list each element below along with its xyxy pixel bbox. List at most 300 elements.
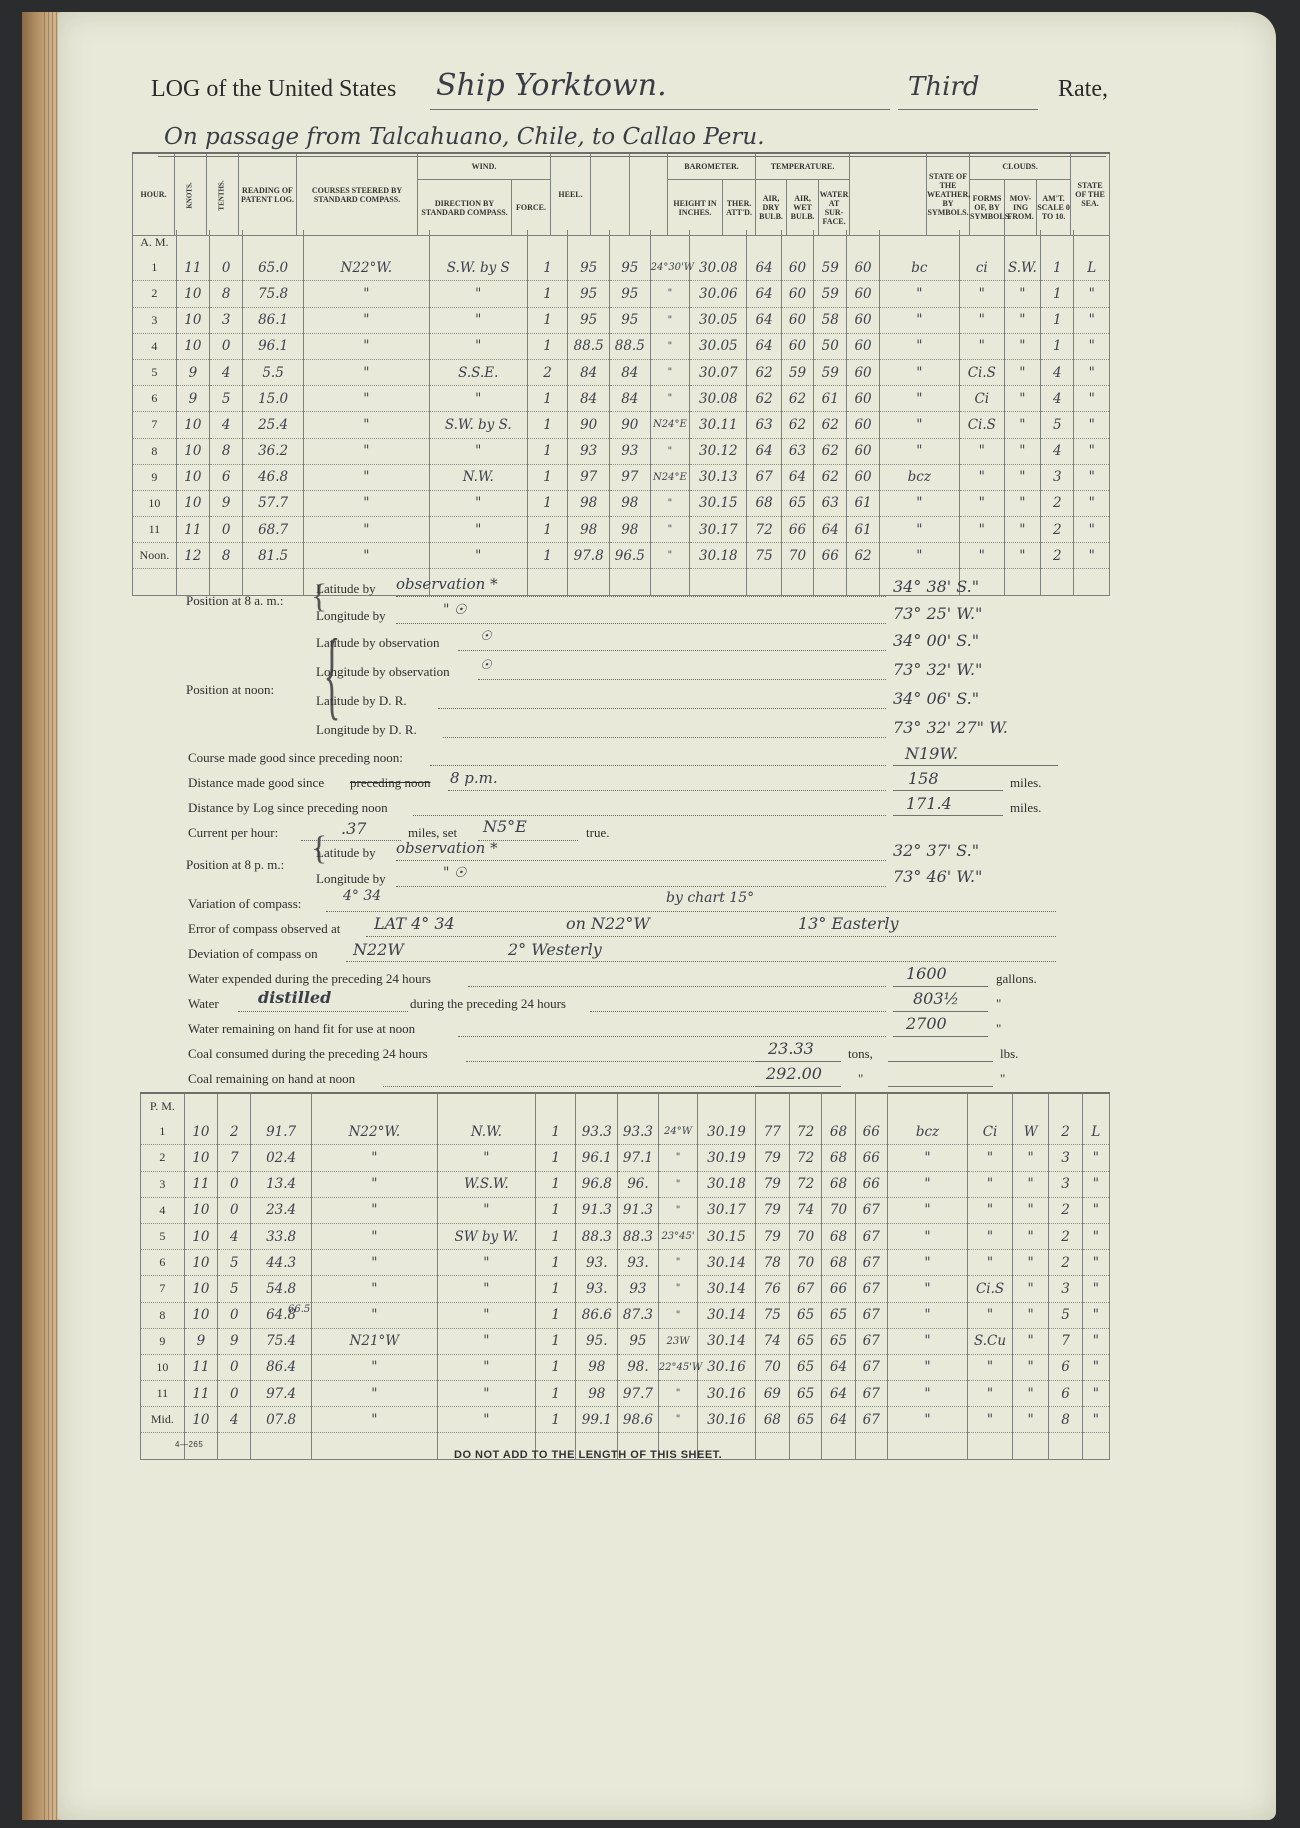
lonnoon-obs-leader [478,679,886,680]
footer-notice: DO NOT ADD TO THE LENGTH OF THIS SHEET. [454,1449,723,1461]
pm-cell-cloud-forms: " [968,1145,1013,1171]
pm-cell-heel-a: 93. [576,1250,618,1276]
am-cell-course: " [303,333,429,359]
pm-cell-tenths: 0 [218,1354,251,1380]
pm-cell-weather: " [887,1171,967,1197]
pm-cell-bar-ther: 74 [755,1328,789,1354]
am-cell-course: " [303,412,429,438]
am-cell-bar-ther: 75 [747,543,781,569]
lonnoon-dr-leader [443,737,886,738]
col-cloud-amount: AM'T. SCALE 0 TO 10. [1037,180,1071,236]
lat8am-label: Latitude by [316,581,376,596]
am-cell-patent-log: 46.8 [243,464,303,490]
col-tenths: TENTHS. [207,153,239,236]
am-cell-wind-force: 1 [527,464,568,490]
am-cell-air-dry: 65 [781,490,813,516]
am-cell-wind-force: 1 [527,438,568,464]
pm-cell-wind-bearing: " [658,1276,698,1302]
am-cell-cloud-amount: 2 [1041,543,1074,569]
pm-cell-cloud-moving: " [1012,1276,1048,1302]
pm-cell-cloud-amount: 2 [1049,1250,1082,1276]
col-knots: KNOTS. [175,153,207,236]
am-cell-cloud-moving: " [1004,359,1040,385]
ship-name: Ship Yorktown. [436,68,667,103]
pm-cell-tenths: 2 [218,1119,251,1145]
pm-label-row [141,1093,1110,1119]
am-cell-air-wet: 50 [814,333,847,359]
am-cell-water-surface: 61 [847,490,879,516]
pm-cell-air-dry: 72 [790,1145,822,1171]
pm-cell-bar-ther: 78 [755,1250,789,1276]
pm-cell-cloud-moving: " [1012,1328,1048,1354]
lat8pm-value: 32° 37' S." [893,841,980,860]
am-cell-tenths: 6 [210,464,243,490]
pm-cell-hour: 2 [141,1145,185,1171]
am-cell-heel-a: 97 [568,464,610,490]
lon8pm-value: 73° 46' W." [893,867,983,886]
posnoon-label: Position at noon: [186,682,275,697]
pm-cell-wind-force: 1 [535,1119,576,1145]
pm-cell-sea: " [1082,1250,1109,1276]
table-row [141,1223,1110,1249]
table-row [133,543,1110,569]
water-exp-value: 1600 [906,964,947,983]
lonnoon-obs-value: 73° 32' W." [893,660,983,679]
pm-cell-sea: L [1082,1119,1109,1145]
pm-cell-heel-b: 97.1 [618,1145,659,1171]
deviation-course: N22W [353,940,404,959]
pm-cell-heel-b: 95 [618,1328,659,1354]
am-cell-air-wet: 62 [814,438,847,464]
am-cell-bar-height: 30.05 [690,333,747,359]
am-cell-water-surface: 60 [847,307,879,333]
pm-cell-weather: " [887,1302,967,1328]
brace-8am: { [311,578,328,615]
pm-cell-heel-b: 88.3 [618,1223,659,1249]
pm-cell-wind-force: 1 [535,1197,576,1223]
pm-cell-wind-force: 1 [535,1354,576,1380]
am-cell-cloud-amount: 5 [1041,412,1074,438]
pm-cell-wind-direction: " [437,1145,535,1171]
pm-cell-bar-ther: 79 [755,1197,789,1223]
latnoon-dr-leader [438,708,886,709]
pm-cell-sea: " [1082,1328,1109,1354]
am-cell-cloud-amount: 2 [1041,517,1074,543]
pm-cell-cloud-forms: " [968,1354,1013,1380]
table-row [141,1145,1110,1171]
pm-cell-cloud-amount: 8 [1049,1407,1082,1433]
pm-cell-wind-force: 1 [535,1223,576,1249]
am-cell-sea: " [1074,307,1110,333]
latnoon-obs-value: 34° 00' S." [893,631,980,650]
am-cell-water-surface: 60 [847,255,879,281]
am-cell-knots: 10 [176,307,209,333]
pm-cell-wind-bearing: " [658,1381,698,1407]
lon8pm-method: " ☉ [443,865,467,881]
am-cell-wind-bearing: " [650,386,690,412]
pm-cell-air-wet: 68 [822,1171,855,1197]
am-cell-wind-bearing: 24°30'W [650,255,690,281]
am-cell-heel-a: 84 [568,386,610,412]
am-cell-weather: " [879,490,959,516]
am-cell-course: " [303,307,429,333]
pm-cell-wind-bearing: " [658,1250,698,1276]
pm-cell-air-dry: 70 [790,1250,822,1276]
pm-cell-course: " [311,1407,437,1433]
dist-made-label: Distance made good since [188,775,325,790]
am-cell-wind-bearing: " [650,517,690,543]
am-cell-heel-b: 95 [609,281,650,307]
am-cell-bar-height: 30.12 [690,438,747,464]
am-cell-sea: " [1074,333,1110,359]
am-cell-wind-direction: " [429,543,527,569]
pm-cell-course: " [311,1276,437,1302]
am-cell-hour: Noon. [133,543,177,569]
lon8pm-leader [396,886,886,887]
error-amount: 13° Easterly [798,914,899,933]
pm-cell-wind-force: 1 [535,1328,576,1354]
am-cell-air-wet: 59 [814,255,847,281]
am-cell-sea: " [1074,359,1110,385]
am-cell-sea: " [1074,464,1110,490]
pm-cell-wind-direction: " [437,1197,535,1223]
water-kind: distilled [258,988,332,1007]
pm-cell-bar-height: 30.16 [698,1407,755,1433]
water-rem-label: Water remaining on hand fit for use at noon [188,1021,416,1036]
table-row [141,1354,1110,1380]
water-exp-rule [893,986,988,987]
pm-cell-wind-bearing: 22°45'W [658,1354,698,1380]
pm-cell-air-wet: 66 [822,1276,855,1302]
am-cell-cloud-amount: 4 [1041,359,1074,385]
col-wind: WIND. [418,153,551,180]
am-cell-patent-log: 57.7 [243,490,303,516]
lat8am-value: 34° 38' S." [893,577,980,596]
col-clouds: CLOUDS. [970,153,1071,180]
dist-log-label: Distance by Log since preceding noon [188,800,388,815]
pm-cell-air-wet: 70 [822,1197,855,1223]
col-heel: HEEL. [551,153,591,236]
am-cell-cloud-forms: " [959,490,1004,516]
coal-tons: tons, [848,1046,873,1061]
am-cell-wind-direction: S.W. by S. [429,412,527,438]
am-cell-patent-log: 5.5 [243,359,303,385]
pm-cell-hour: 9 [141,1328,185,1354]
am-cell-cloud-moving: " [1004,333,1040,359]
am-cell-wind-force: 1 [527,490,568,516]
pm-cell-cloud-amount: 3 [1049,1171,1082,1197]
pm-cell-knots: 11 [184,1381,217,1407]
am-cell-wind-direction: S.W. by S [429,255,527,281]
pm-cell-heel-a: 96.1 [576,1145,618,1171]
pm-cell-patent-log: 02.4 [251,1145,311,1171]
am-cell-weather: " [879,543,959,569]
dist-made-leader [448,790,886,791]
am-cell-knots: 10 [176,464,209,490]
pm-cell-heel-a: 95. [576,1328,618,1354]
variation-leader [326,911,1056,912]
variation-value: 4° 34 [343,888,382,904]
am-cell-sea: " [1074,386,1110,412]
am-cell-heel-a: 95 [568,307,610,333]
pm-cell-tenths: 4 [218,1407,251,1433]
pm-cell-weather: " [887,1223,967,1249]
pm-cell-sea: " [1082,1302,1109,1328]
am-cell-course: " [303,464,429,490]
table-row [133,412,1110,438]
am-cell-hour: 5 [133,359,177,385]
pm-cell-weather: " [887,1381,967,1407]
error-on: on N22°W [566,914,650,933]
lat8pm-leader [396,860,886,861]
pm-cell-bar-ther: 79 [755,1223,789,1249]
water-exp-label: Water expended during the preceding 24 hours [188,971,431,986]
col-sea: STATE OF THE SEA. [1071,153,1110,236]
dist-made-miles: miles. [1010,775,1042,790]
error-leader [366,936,1056,937]
pm-cell-wind-bearing: " [658,1197,698,1223]
pm-cell-sea: " [1082,1223,1109,1249]
pm-cell-bar-height: 30.16 [698,1381,755,1407]
am-cell-course: " [303,438,429,464]
pm-cell-air-wet: 65 [822,1328,855,1354]
pm-cell-bar-ther: 76 [755,1276,789,1302]
pm-cell-course: " [311,1250,437,1276]
table-row [133,386,1110,412]
pm-cell-weather: " [887,1197,967,1223]
am-cell-course: " [303,281,429,307]
ship-underline [430,109,890,110]
am-cell-knots: 12 [176,543,209,569]
col-barometer: BAROMETER. [668,153,756,180]
pm-cell-tenths: 5 [218,1276,251,1302]
variation-label: Variation of compass: [188,896,302,911]
pm-cell-air-dry: 67 [790,1276,822,1302]
am-cell-wind-bearing: " [650,281,690,307]
am-cell-air-wet: 62 [814,412,847,438]
pm-cell-wind-force: 1 [535,1250,576,1276]
pm-cell-wind-bearing: " [658,1302,698,1328]
lat8pm-label: Latitude by [316,845,376,860]
am-cell-patent-log: 36.2 [243,438,303,464]
pm-cell-bar-height: 30.14 [698,1328,755,1354]
am-cell-cloud-forms: " [959,333,1004,359]
am-cell-air-dry: 62 [781,412,813,438]
coal-rem-value: 292.00 [766,1064,822,1083]
am-cell-wind-direction: S.S.E. [429,359,527,385]
pm-cell-knots: 10 [184,1223,217,1249]
am-cell-wind-force: 1 [527,386,568,412]
am-cell-heel-b: 96.5 [609,543,650,569]
am-cell-sea: " [1074,412,1110,438]
am-cell-cloud-forms: " [959,543,1004,569]
pm-cell-hour: 6 [141,1250,185,1276]
pm-cell-air-wet: 68 [822,1119,855,1145]
pm-cell-cloud-amount: 5 [1049,1302,1082,1328]
coal-rem-ditto: " [858,1071,864,1086]
brace-noon: { [323,618,341,729]
am-cell-heel-a: 95 [568,255,610,281]
pm-cell-heel-a: 99.1 [576,1407,618,1433]
coal-rem-label: Coal remaining on hand at noon [188,1071,356,1086]
pm-cell-wind-direction: " [437,1276,535,1302]
pm-cell-wind-bearing: 24°W [658,1119,698,1145]
coal-lbs-rule [888,1061,993,1062]
pm-cell-wind-bearing: 23°45' [658,1223,698,1249]
pm-cell-knots: 11 [184,1354,217,1380]
pm-cell-wind-force: 1 [535,1145,576,1171]
course-made-rule [893,765,1058,766]
am-cell-air-dry: 62 [781,386,813,412]
pm-cell-cloud-forms: Ci.S [968,1276,1013,1302]
pm-cell-knots: 10 [184,1197,217,1223]
pm-cell-cloud-moving: " [1012,1354,1048,1380]
latnoon-dr-label: Latitude by D. R. [316,693,407,708]
pm-cell-cloud-forms: Ci [968,1119,1013,1145]
am-cell-course: " [303,386,429,412]
am-cell-wind-force: 1 [527,543,568,569]
pm-cell-wind-direction: " [437,1302,535,1328]
pm-cell-air-dry: 65 [790,1407,822,1433]
am-cell-sea: L [1074,255,1110,281]
error-label: Error of compass observed at [188,921,341,936]
pm-cell-heel-a: 86.6 [576,1302,618,1328]
pm-cell-patent-log: 23.4 [251,1197,311,1223]
coal-rem-leader [383,1086,756,1087]
am-cell-bar-height: 30.08 [690,255,747,281]
am-cell-air-wet: 59 [814,359,847,385]
am-cell-cloud-forms: " [959,281,1004,307]
table-row [141,1407,1110,1433]
pm-cell-cloud-moving: " [1012,1250,1048,1276]
coal-rem-lbs-ditto: " [1000,1071,1006,1086]
water-during: during the preceding 24 hours [410,996,566,1011]
am-cell-weather: " [879,517,959,543]
am-cell-patent-log: 68.7 [243,517,303,543]
am-cell-patent-log: 96.1 [243,333,303,359]
deviation-value: 2° Westerly [508,940,602,959]
pm-cell-heel-a: 98 [576,1354,618,1380]
column-headers [132,152,1110,236]
am-cell-tenths: 3 [210,307,243,333]
am-cell-wind-bearing: N24°E [650,464,690,490]
pm-cell-tenths: 0 [218,1171,251,1197]
am-cell-course: " [303,490,429,516]
pm-cell-knots: 10 [184,1302,217,1328]
pm-cell-bar-ther: 79 [755,1171,789,1197]
am-cell-water-surface: 60 [847,359,879,385]
pm-cell-air-wet: 68 [822,1223,855,1249]
pm-cell-course: " [311,1302,437,1328]
pm-cell-patent-log: 13.4 [251,1171,311,1197]
am-cell-tenths: 8 [210,281,243,307]
pm-cell-cloud-amount: 2 [1049,1197,1082,1223]
lat8am-leader [396,596,886,597]
am-cell-tenths: 5 [210,386,243,412]
am-cell-heel-a: 88.5 [568,333,610,359]
coal-rem-lbs-rule [888,1086,993,1087]
table-row [133,333,1110,359]
am-cell-wind-force: 1 [527,412,568,438]
water-dist-rule [893,1011,988,1012]
am-cell-air-wet: 63 [814,490,847,516]
pm-cell-cloud-amount: 2 [1049,1223,1082,1249]
pm-cell-patent-log: 07.8 [251,1407,311,1433]
pm-cell-air-dry: 70 [790,1223,822,1249]
coal-rem-rule [756,1086,841,1087]
pm-cell-heel-b: 98.6 [618,1407,659,1433]
pm-cell-bar-height: 30.14 [698,1276,755,1302]
pm-cell-patent-log: 44.3 [251,1250,311,1276]
pm-cell-wind-bearing: " [658,1145,698,1171]
am-cell-heel-a: 97.8 [568,543,610,569]
am-cell-patent-log: 81.5 [243,543,303,569]
pm-cell-cloud-forms: " [968,1171,1013,1197]
pm-cell-wind-force: 1 [535,1381,576,1407]
am-cell-bar-height: 30.05 [690,307,747,333]
am-cell-bar-height: 30.07 [690,359,747,385]
am-cell-heel-b: 97 [609,464,650,490]
am-cell-wind-force: 1 [527,333,568,359]
pm-cell-wind-force: 1 [535,1276,576,1302]
pm-cell-bar-height: 30.19 [698,1145,755,1171]
pm-cell-air-dry: 65 [790,1328,822,1354]
pm-cell-wind-direction: " [437,1407,535,1433]
passage-line: On passage from Talcahuano, Chile, to Callao Peru. [164,124,765,150]
pm-cell-bar-ther: 70 [755,1354,789,1380]
am-cell-heel-b: 95 [609,307,650,333]
log-sheet [58,12,1276,1820]
am-cell-knots: 10 [176,333,209,359]
am-cell-tenths: 8 [210,438,243,464]
am-cell-weather: " [879,281,959,307]
pm-cell-weather: " [887,1250,967,1276]
am-cell-heel-a: 98 [568,490,610,516]
coal-cons-value: 23.33 [768,1039,814,1058]
lat8pm-method: observation * [396,839,498,857]
am-cell-heel-b: 84 [609,359,650,385]
pm-cell-cloud-moving: " [1012,1381,1048,1407]
pm-cell-bar-height: 30.14 [698,1250,755,1276]
pm-cell-heel-b: 96. [618,1171,659,1197]
am-cell-wind-direction: " [429,490,527,516]
pm-cell-cloud-amount: 6 [1049,1354,1082,1380]
deviation-label: Deviation of compass on [188,946,318,961]
dist-made-struck: preceding noon [350,775,431,790]
pm-cell-heel-b: 97.7 [618,1381,659,1407]
dist-log-value: 171.4 [906,794,952,813]
am-cell-hour: 10 [133,490,177,516]
pm-cell-bar-height: 30.18 [698,1171,755,1197]
am-cell-cloud-moving: " [1004,438,1040,464]
table-row [141,1250,1110,1276]
am-cell-knots: 9 [176,386,209,412]
am-cell-weather: " [879,359,959,385]
water-label: Water [188,996,219,1011]
pm-cell-course: N21°W [311,1328,437,1354]
am-cell-cloud-amount: 1 [1041,333,1074,359]
pm-cell-hour: 11 [141,1381,185,1407]
table-row [133,307,1110,333]
am-cell-cloud-amount: 3 [1041,464,1074,490]
table-row [133,517,1110,543]
pm-cell-cloud-moving: " [1012,1197,1048,1223]
water-dist-ditto: " [996,996,1002,1011]
am-cell-air-wet: 58 [814,307,847,333]
am-cell-weather: bcz [879,464,959,490]
am-cell-heel-a: 95 [568,281,610,307]
pm-cell-heel-a: 98 [576,1381,618,1407]
